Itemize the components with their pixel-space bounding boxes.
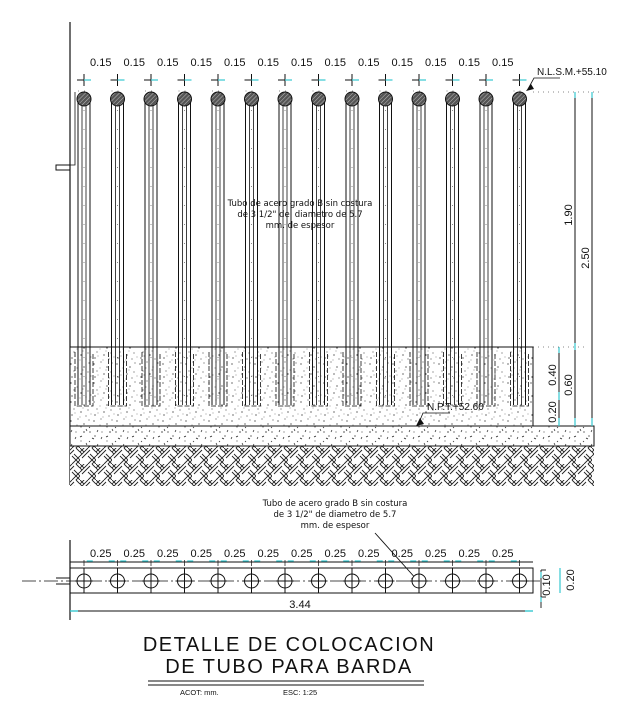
right-dimensions <box>533 92 600 426</box>
spacing-label-top: 0.15 <box>257 57 279 69</box>
plan-note-line1: Tubo de acero grado B sin costura <box>262 499 408 509</box>
spacing-label-plan: 0.25 <box>123 548 145 560</box>
spacing-label-top: 0.15 <box>157 57 179 69</box>
spacing-labels-top <box>90 57 513 69</box>
dim-embed: 0.40 <box>547 364 559 386</box>
concrete-footing <box>70 347 533 426</box>
plan-tube <box>343 560 361 593</box>
spacing-label-plan: 0.25 <box>391 548 413 560</box>
plan-note-line2: de 3 1/2" de diametro de 5.7 <box>273 510 397 520</box>
plan-tube <box>477 560 495 593</box>
level-top-label: N.L.S.M.+55.10 <box>537 67 607 78</box>
scale-label: ESC: 1:25 <box>283 688 318 697</box>
spacing-label-top: 0.15 <box>224 57 246 69</box>
plan-strip <box>70 568 533 593</box>
level-ground-label: N.P.T.+52.60 <box>427 402 484 413</box>
elevation-note-line1: Tubo de acero grado B sin costura <box>227 199 373 209</box>
plan-dim-inner: 0.10 <box>541 574 553 596</box>
title-line1: DETALLE DE COLOCACION <box>142 634 436 656</box>
spacing-label-top: 0.15 <box>458 57 480 69</box>
title-block <box>143 634 435 697</box>
total-length-label: 3.44 <box>289 599 311 611</box>
plan-dim-outer: 0.20 <box>565 569 577 591</box>
soil-layer <box>70 446 594 486</box>
plan-tube <box>176 560 194 593</box>
spacing-label-top: 0.15 <box>324 57 346 69</box>
plan-tube <box>410 560 428 593</box>
plan-note-line3: mm. de espesor <box>300 521 370 531</box>
spacing-label-plan: 0.25 <box>358 548 380 560</box>
plan-tube <box>243 560 261 593</box>
plan-tube <box>142 560 160 593</box>
spacing-label-plan: 0.25 <box>458 548 480 560</box>
title-line2: DE TUBO PARA BARDA <box>165 656 413 678</box>
gravel-layer <box>70 426 594 446</box>
spacing-label-plan: 0.25 <box>324 548 346 560</box>
spacing-label-top: 0.15 <box>190 57 212 69</box>
spacing-label-top: 0.15 <box>492 57 514 69</box>
spacing-label-top: 0.15 <box>123 57 145 69</box>
plan-tube <box>444 560 462 593</box>
elevation-view <box>56 22 607 486</box>
wall-notch <box>56 165 70 170</box>
plan-tube <box>377 560 395 593</box>
spacing-label-top: 0.15 <box>425 57 447 69</box>
plan-view <box>22 540 577 620</box>
plan-tube <box>276 560 294 593</box>
dim-base: 0.20 <box>547 401 559 423</box>
spacing-label-plan: 0.25 <box>257 548 279 560</box>
units-label: ACOT: mm. <box>180 688 219 697</box>
elevation-note-line2: de 3 1/2" del diametro de 5.7 <box>237 210 363 220</box>
spacing-label-top: 0.15 <box>291 57 313 69</box>
spacing-label-top: 0.15 <box>391 57 413 69</box>
spacing-label-top: 0.15 <box>90 57 112 69</box>
wall-step <box>70 92 75 165</box>
dim-total-height: 2.50 <box>580 247 592 269</box>
spacing-label-plan: 0.25 <box>90 548 112 560</box>
plan-tube <box>75 560 93 593</box>
plan-tube <box>109 560 127 593</box>
elevation-note-line3: mm. de espesor <box>265 221 335 231</box>
dim-above-ground: 1.90 <box>563 204 575 226</box>
plan-tube-group <box>75 560 529 593</box>
spacing-label-plan: 0.25 <box>492 548 514 560</box>
spacing-label-plan: 0.25 <box>291 548 313 560</box>
spacing-label-plan: 0.25 <box>157 548 179 560</box>
plan-tube <box>209 560 227 593</box>
spacing-label-plan: 0.25 <box>190 548 212 560</box>
spacing-label-plan: 0.25 <box>224 548 246 560</box>
spacing-label-plan: 0.25 <box>425 548 447 560</box>
plan-tube <box>310 560 328 593</box>
spacing-labels-plan <box>87 548 517 561</box>
plan-tube <box>511 560 529 593</box>
dim-footing: 0.60 <box>563 374 575 396</box>
spacing-label-top: 0.15 <box>358 57 380 69</box>
